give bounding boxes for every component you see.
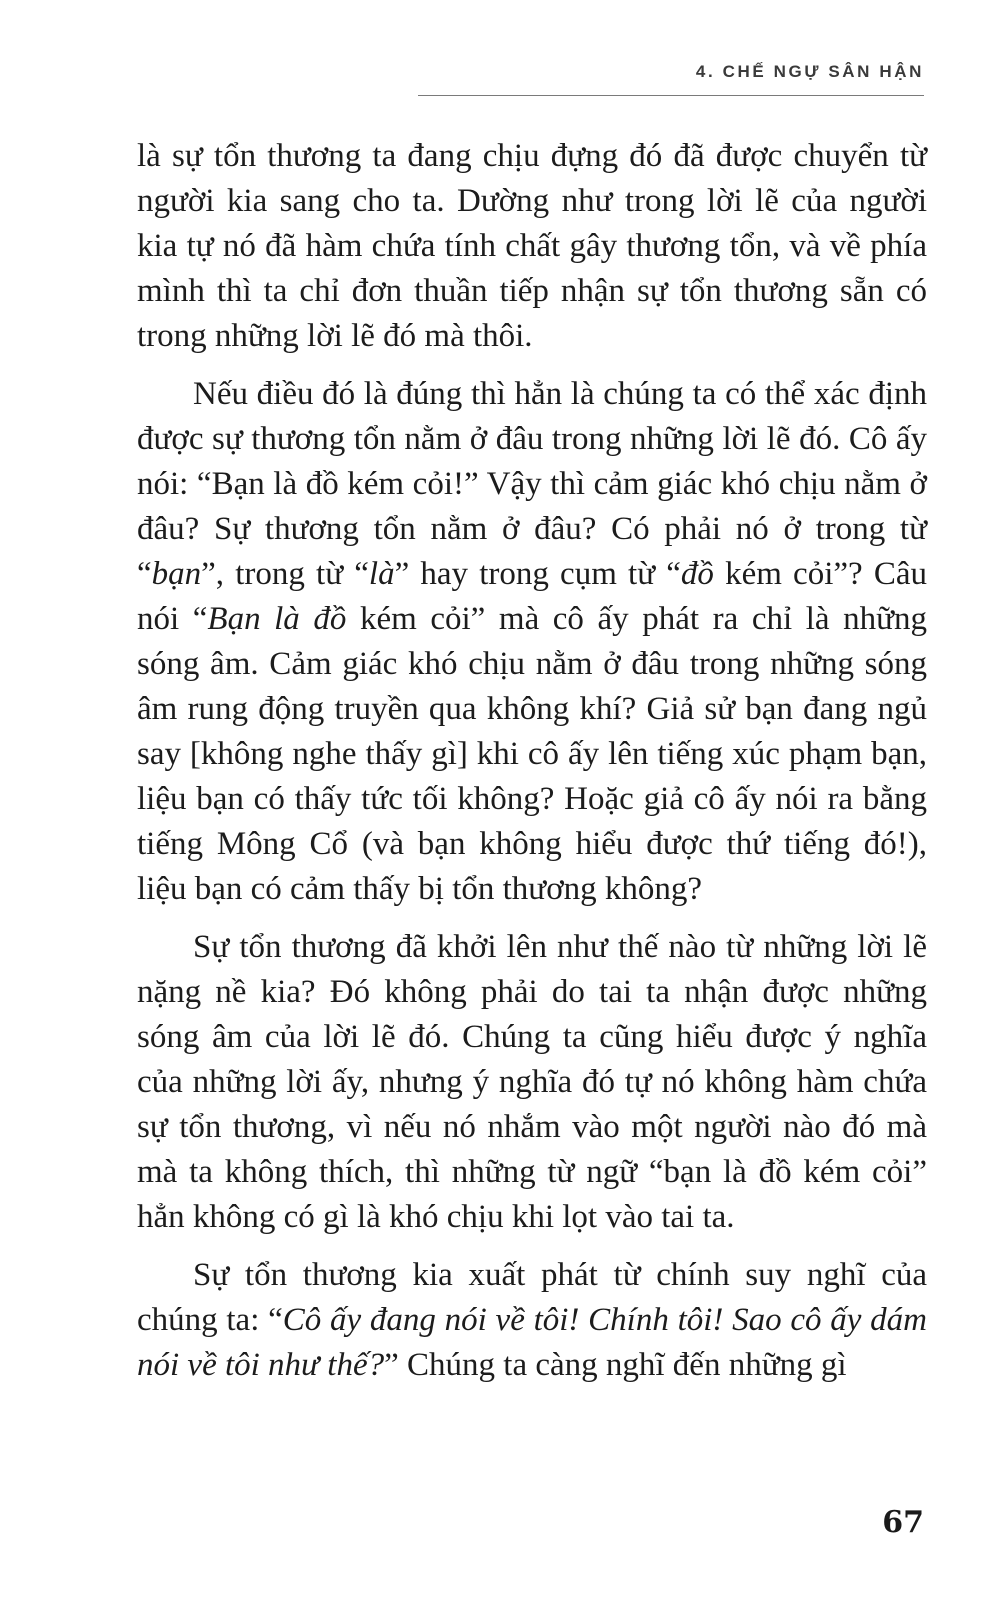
paragraph-2: Nếu điều đó là đúng thì hẳn là chúng ta có thể xác định được sự thương tổn nằm ở đâu trong những lời lẽ đó. Cô ấy nói: “Bạn là đồ kém cỏi!” Vậy thì cảm giác khó chịu nằm ở đâu? Sự thương tổn nằm ở đâu? Có phải nó ở trong từ “bạn”, trong từ “là” hay trong cụm từ “đồ kém cỏi”? Câu nói “Bạn là đồ kém cỏi” mà cô ấy phát ra chỉ là những sóng âm. Cảm giác khó chịu nằm ở đâu trong những sóng âm rung động truyền qua không khí? Giả sử bạn đang ngủ say [không nghe thấy gì] khi cô ấy lên tiếng xúc phạm bạn, liệu bạn có thấy tức tối không? Hoặc giả cô ấy nói ra bằng tiếng Mông Cổ (và bạn không hiểu được thứ tiếng đó!), liệu bạn có cảm thấy bị tổn thương không? xyxy=(137,376,928,907)
italic-word: đồ xyxy=(680,556,714,592)
italic-phrase: Bạn là đồ xyxy=(207,601,347,637)
paragraph-3: Sự tổn thương đã khởi lên như thế nào từ những lời lẽ nặng nề kia? Đó không phải do tai ta nhận được những sóng âm của lời lẽ đó. Chúng ta cũng hiểu được ý nghĩa của những lời ấy, nhưng ý nghĩa đó tự nó không hàm chứa sự tổn thương, vì nếu nó nhắm vào một người nào đó mà mà ta không thích, thì những từ ngữ “bạn là đồ kém cỏi” hẳn không có gì là khó chịu khi lọt vào tai ta. xyxy=(137,929,927,1235)
paragraph-1: là sự tổn thương ta đang chịu đựng đó đã được chuyển từ người kia sang cho ta. Dường như trong lời lẽ của người kia tự nó đã hàm chứa tính chất gây thương tổn, và về phía mình thì ta chỉ đơn thuần tiếp nhận sự tổn thương sẵn có trong những lời lẽ đó mà thôi. xyxy=(137,138,927,354)
page-body xyxy=(137,134,927,1388)
header-divider xyxy=(418,95,924,96)
paragraph-4: Sự tổn thương kia xuất phát từ chính suy nghĩ của chúng ta: “Cô ấy đang nói về tôi! Chính tôi! Sao cô ấy dám nói về tôi như thế?” Chúng ta càng nghĩ đến những gì xyxy=(137,1257,928,1383)
italic-quote: Cô ấy đang nói về tôi! Chính tôi! Sao cô ấy dám nói về tôi như thế? xyxy=(137,1302,928,1383)
running-head-chapter-title: 4. CHẾ NGỰ SÂN HẬN xyxy=(695,62,924,81)
page-number: 67 xyxy=(882,1505,924,1540)
italic-word: bạn xyxy=(151,556,202,592)
italic-word: là xyxy=(368,556,395,592)
